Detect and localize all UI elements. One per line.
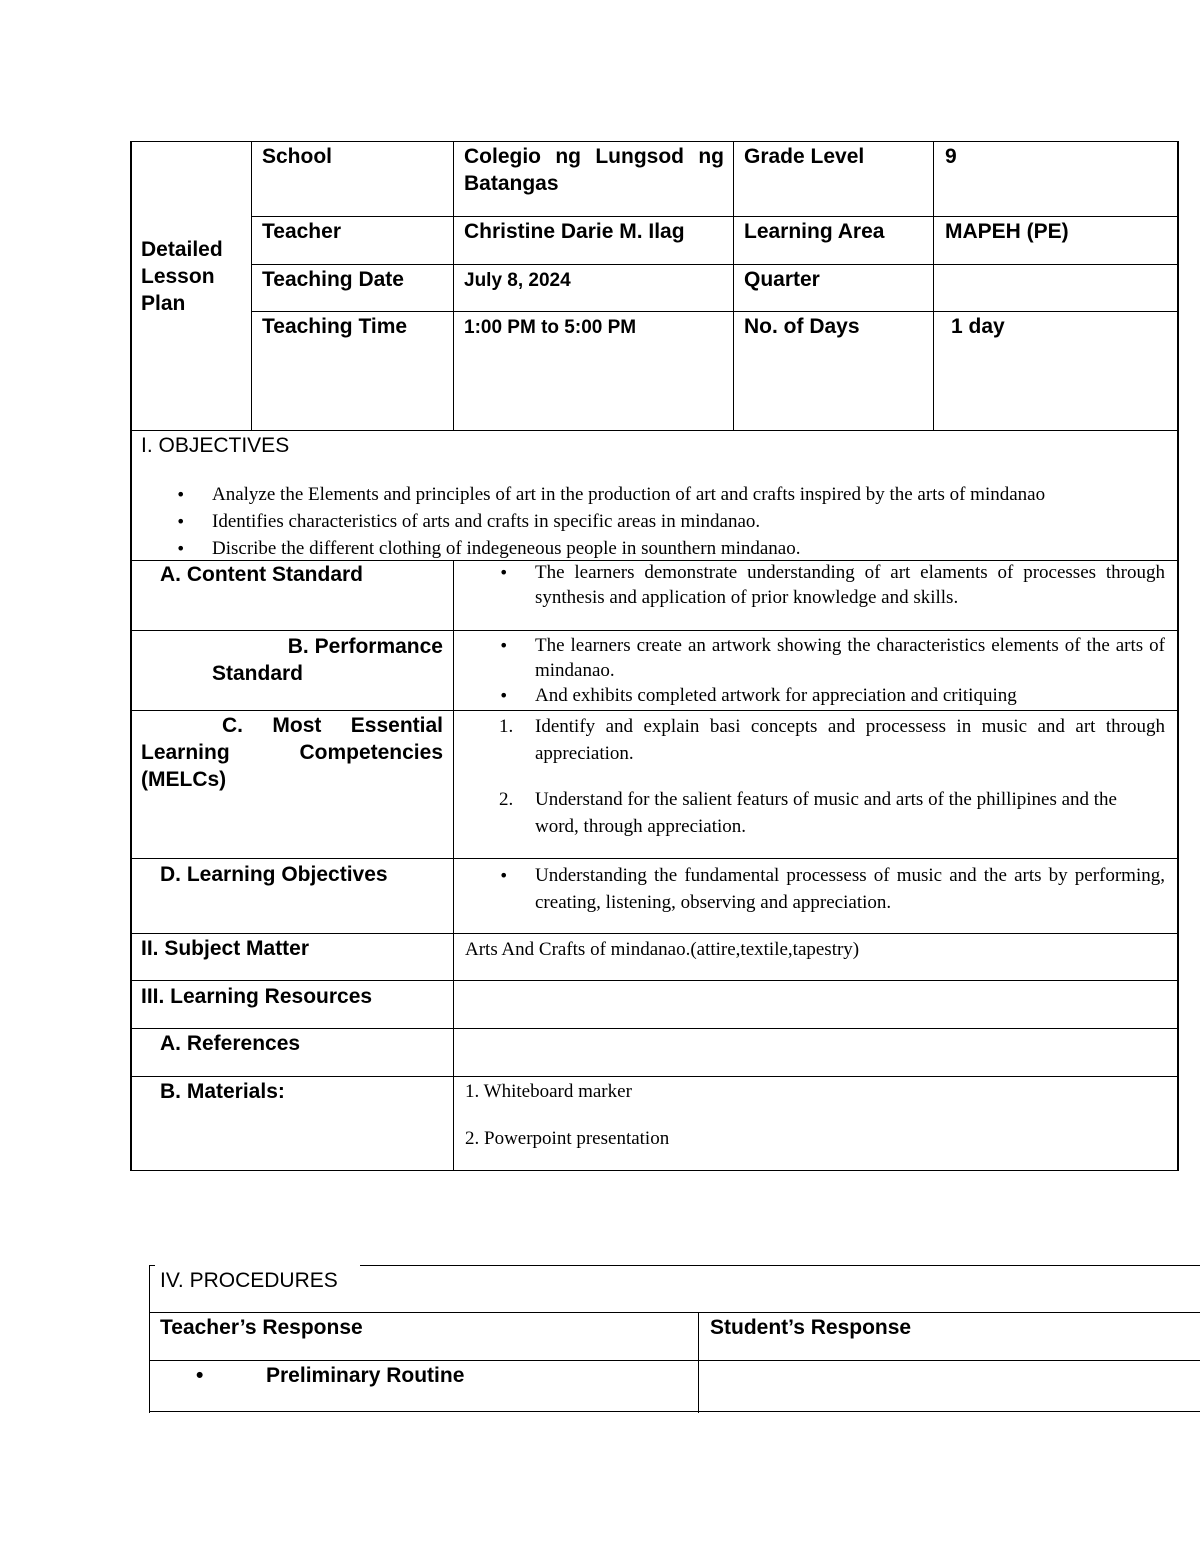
objectives-list	[212, 481, 1172, 562]
content-standard-label: A. Content Standard	[160, 563, 363, 586]
melcs-label: C. Most Essential Learning Competencies (MELCs)	[141, 714, 443, 791]
list-item: • Understanding the fundamental processess of music and the arts by performing, creating, listening, observing and appreciation.	[535, 862, 1165, 916]
teacher-label: Teacher	[262, 220, 341, 243]
learning-resources-label: III. Learning Resources	[141, 985, 373, 1008]
teaching-date-label: Teaching Date	[262, 268, 404, 291]
performance-standard-label-2: Standard	[212, 662, 304, 685]
content-standard-list	[535, 560, 1165, 610]
list-item	[499, 786, 1165, 840]
school-value: Colegio ng Lungsod ng Batangas	[464, 145, 724, 195]
materials-item: 1. Whiteboard marker	[465, 1081, 632, 1102]
melcs-list	[499, 713, 1165, 840]
list-item: • Discribe the different clothing of indegeneous people in sounthern mindanao.	[212, 535, 1172, 562]
grade-level-label: Grade Level	[744, 145, 865, 168]
objectives-title: I. OBJECTIVES	[141, 434, 290, 457]
school-label: School	[262, 145, 333, 168]
materials-label: B. Materials:	[160, 1080, 285, 1103]
procedures-title: IV. PROCEDURES	[160, 1269, 338, 1292]
teacher-value: Christine Darie M. Ilag	[464, 220, 685, 243]
list-item-number: 1.	[499, 716, 514, 737]
list-item-text: Understand for the salient featurs of music and arts of the phillipines and the word, through appreciation.	[535, 789, 1117, 837]
no-of-days-label: No. of Days	[744, 315, 860, 338]
performance-standard-list	[535, 633, 1165, 708]
list-item: • Identifies characteristics of arts and crafts in specific areas in mindanao.	[212, 508, 1172, 535]
bullet-icon: •	[196, 1364, 204, 1387]
detailed-lesson-plan-label: Detailed Lesson Plan	[141, 238, 223, 315]
learning-objectives-label: D. Learning Objectives	[160, 863, 388, 886]
subject-matter-label: II. Subject Matter	[141, 937, 310, 960]
learning-area-value: MAPEH (PE)	[945, 220, 1069, 243]
list-item: • The learners demonstrate understanding of art elaments of processes through synthesis and application of prior knowledge and skills.	[535, 560, 1165, 610]
grade-level-value: 9	[945, 145, 957, 168]
learning-objectives-list	[535, 862, 1165, 916]
list-item	[499, 713, 1165, 767]
list-item-text: Identify and explain basi concepts and processess in music and art through appreciation.	[535, 716, 1165, 764]
performance-standard-label-1: B. Performance	[287, 635, 443, 658]
subject-matter-value: Arts And Crafts of mindanao.(attire,textile,tapestry)	[465, 939, 860, 960]
teaching-time-value: 1:00 PM to 5:00 PM	[464, 317, 637, 338]
list-item: • Analyze the Elements and principles of art in the production of art and crafts inspired by the arts of mindanao	[212, 481, 1172, 508]
teaching-time-label: Teaching Time	[262, 315, 408, 338]
no-of-days-value: 1 day	[951, 315, 1005, 338]
teacher-response-header: Teacher’s Response	[160, 1316, 363, 1339]
teaching-date-value: July 8, 2024	[464, 270, 571, 291]
list-item: • And exhibits completed artwork for appreciation and critiquing	[535, 683, 1165, 708]
references-label: A. References	[160, 1032, 301, 1055]
quarter-label: Quarter	[744, 268, 820, 291]
list-item: • The learners create an artwork showing the characteristics elements of the arts of mindanao.	[535, 633, 1165, 683]
list-item-number: 2.	[499, 789, 514, 810]
learning-area-label: Learning Area	[744, 220, 885, 243]
materials-item: 2. Powerpoint presentation	[465, 1128, 670, 1149]
preliminary-routine-item: Preliminary Routine	[266, 1364, 465, 1387]
student-response-header: Student’s Response	[710, 1316, 912, 1339]
